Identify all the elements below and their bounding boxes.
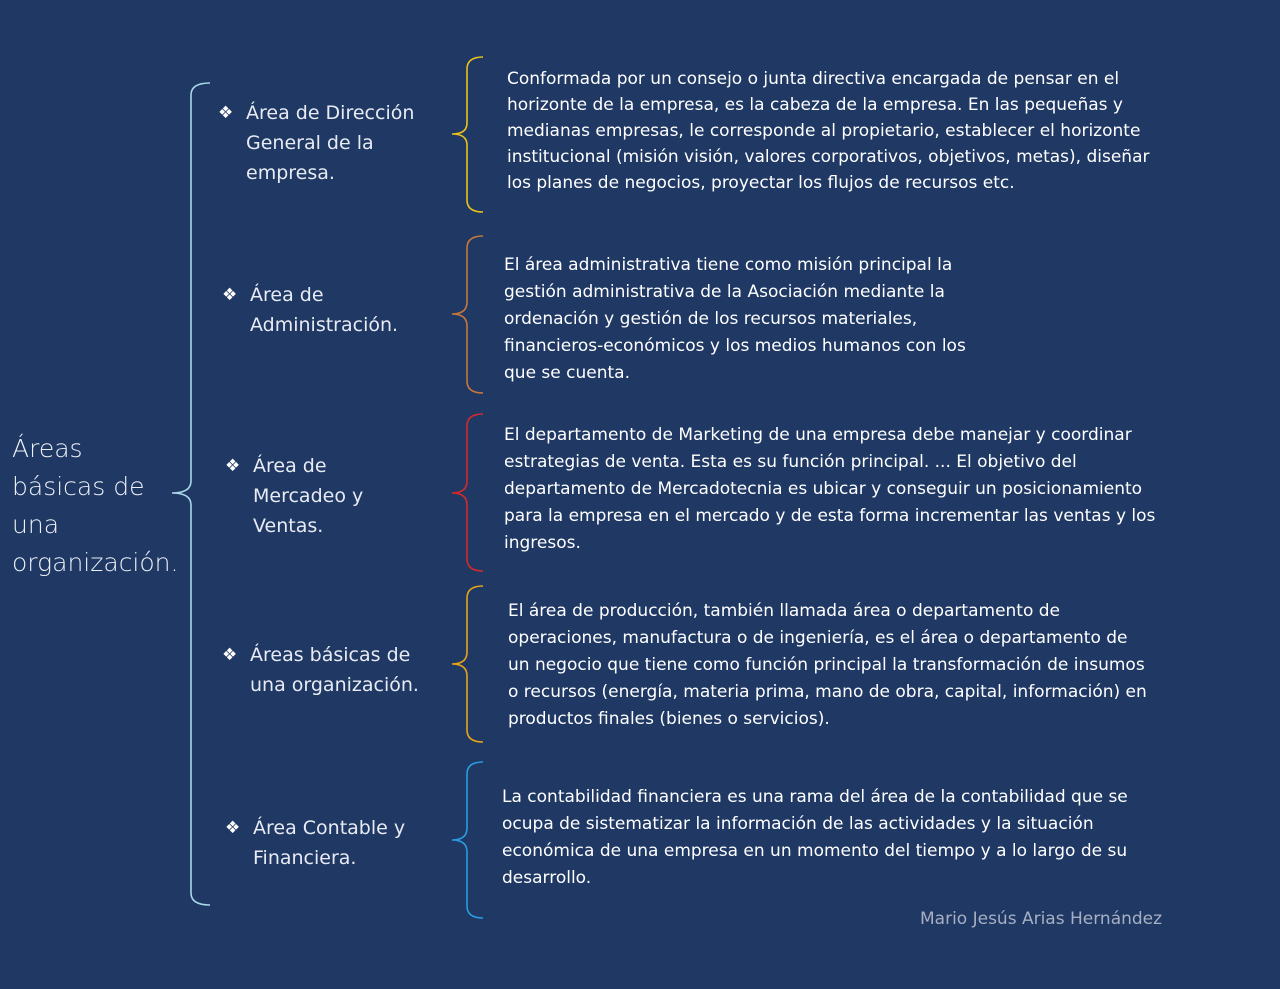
area-description: Conformada por un consejo o junta directiva encargada de pensar en el horizonte de la empresa, es la cabeza de la empresa. En las pequeñas y medianas empresas, le corresponde al propietario, establecer el horizonte institucional (misión visión, valores corporativos, objetivos, metas), diseñar los planes de negocios, proyectar los flujos de recursos etc.	[507, 69, 1150, 193]
diamond-bullet-icon: ❖	[225, 456, 241, 476]
area-brace-1	[452, 57, 483, 212]
area-label: Área de Mercadeo y Ventas.	[253, 455, 364, 537]
area-label: Área de Dirección General de la empresa.	[246, 102, 415, 184]
area-label: Área de Administración.	[250, 284, 399, 336]
main-title: Áreas básicas de una organización.	[12, 434, 179, 577]
area-item-mercadeo	[225, 451, 425, 541]
area-brace-4	[452, 586, 483, 742]
diamond-bullet-icon: ❖	[222, 645, 238, 665]
diamond-bullet-icon: ❖	[222, 285, 238, 305]
area-brace-5	[452, 762, 483, 918]
area-item-produccion	[222, 640, 437, 700]
diamond-bullet-icon: ❖	[218, 103, 234, 123]
area-description: El departamento de Marketing de una empresa debe manejar y coordinar estrategias de venta. Esta es su función principal. ... El objetivo del departamento de Mercadotecnia es ubicar y conseguir un posicionamiento para la empresa en el mercado y de esta forma incrementar las ventas y los ingresos.	[504, 425, 1156, 553]
area-label: Área Contable y Financiera.	[253, 817, 406, 869]
area-description: La contabilidad financiera es una rama del área de la contabilidad que se ocupa de sistematizar la información de las actividades y la situación económica de una empresa en un momento del tiempo y a lo largo de su desarrollo.	[502, 787, 1128, 888]
author-credit: Mario Jesús Arias Hernández	[920, 909, 1163, 929]
area-description: El área de producción, también llamada área o departamento de operaciones, manufactura o de ingeniería, es el área o departamento de un negocio que tiene como función principal la transformación de insumos o recursos (energía, materia prima, mano de obra, capital, información) en productos finales (bienes o servicios).	[508, 601, 1147, 729]
area-description: El área administrativa tiene como misión principal la gestión administrativa de la Asociación mediante la ordenación y gestión de los recursos materiales, financieros-económicos y los medios humanos con los que se cuenta.	[504, 255, 966, 383]
area-label: Áreas básicas de una organización.	[250, 644, 419, 696]
area-brace-3	[452, 414, 483, 571]
area-item-administracion	[222, 280, 422, 340]
area-item-contable	[225, 813, 440, 873]
area-brace-2	[452, 236, 483, 393]
diamond-bullet-icon: ❖	[225, 818, 241, 838]
area-item-direccion	[218, 98, 433, 188]
